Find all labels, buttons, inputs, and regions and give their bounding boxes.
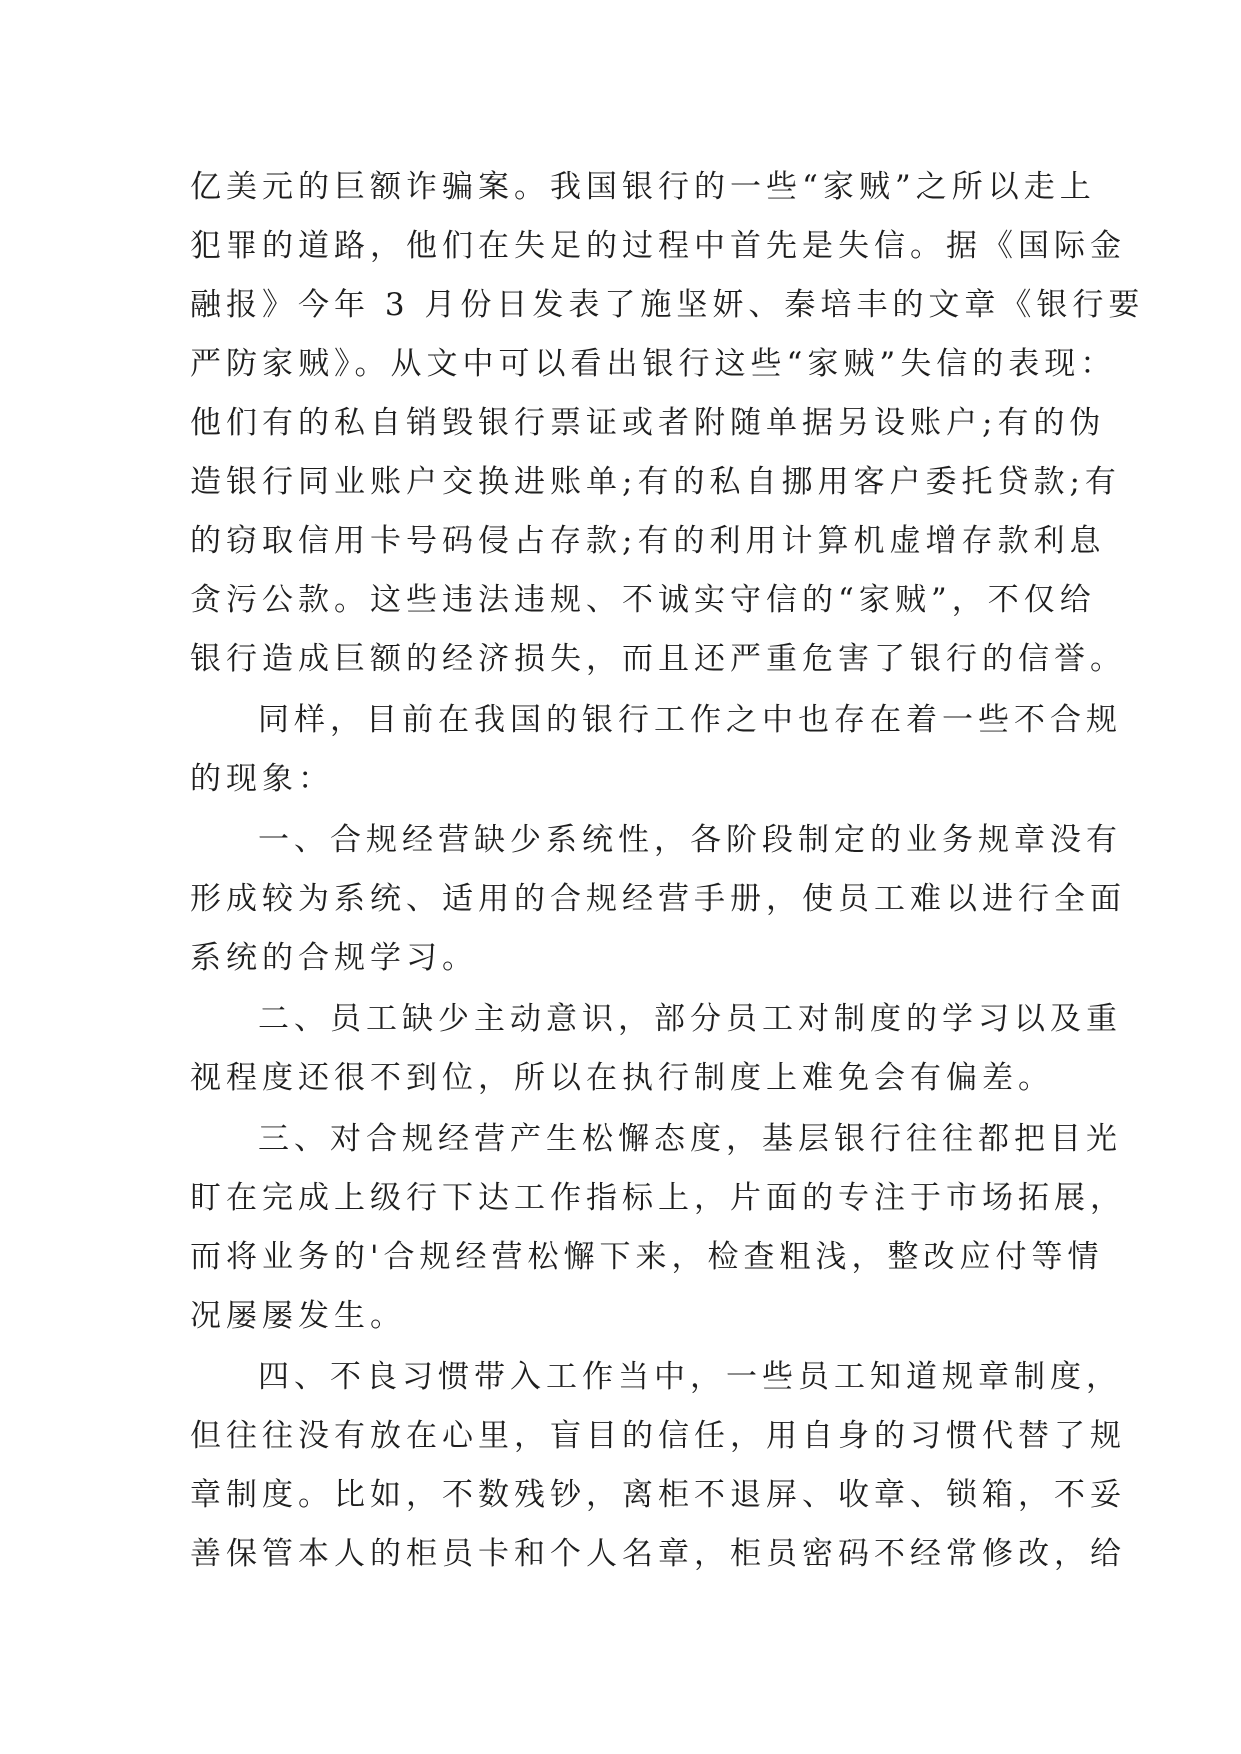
text-line: 一、合规经营缺少系统性，各阶段制定的业务规章没有 xyxy=(258,822,1122,858)
text-line: 造银行同业账户交换进账单;有的私自挪用客户委托贷款;有 xyxy=(190,464,1121,500)
text-line: 亿美元的巨额诈骗案。我国银行的一些“家贼”之所以走上 xyxy=(190,169,1096,205)
text-line: 贪污公款。这些违法违规、不诚实守信的“家贼”，不仅给 xyxy=(190,582,1096,618)
text-line: 的现象： xyxy=(190,761,334,797)
text-line: 的窃取信用卡号码侵占存款;有的利用计算机虚增存款利息 xyxy=(190,523,1106,559)
text-line: 而将业务的'合规经营松懈下来，检查粗浅，整改应付等情 xyxy=(190,1239,1104,1275)
text-line: 犯罪的道路，他们在失足的过程中首先是失信。据《国际金 xyxy=(190,228,1126,264)
text-line: 四、不良习惯带入工作当中，一些员工知道规章制度， xyxy=(258,1359,1122,1395)
text-line: 银行造成巨额的经济损失，而且还严重危害了银行的信誉。 xyxy=(190,641,1126,677)
paragraph-6 xyxy=(190,1348,1126,1584)
text-line: 融报》今年 3 月份日发表了施坚妍、秦培丰的文章《银行要 xyxy=(190,287,1145,323)
text-line: 但往往没有放在心里，盲目的信任，用自身的习惯代替了规 xyxy=(190,1418,1126,1454)
text-line: 三、对合规经营产生松懈态度，基层银行往往都把目光 xyxy=(258,1121,1122,1157)
paragraph-2 xyxy=(190,691,1122,809)
text-line: 况屡屡发生。 xyxy=(190,1298,406,1334)
text-line: 盯在完成上级行下达工作指标上，片面的专注于市场拓展， xyxy=(190,1180,1126,1216)
text-line: 严防家贼》。从文中可以看出银行这些“家贼”失信的表现： xyxy=(190,346,1117,382)
text-line: 同样，目前在我国的银行工作之中也存在着一些不合规 xyxy=(258,702,1122,738)
text-line: 形成较为系统、适用的合规经营手册，使员工难以进行全面 xyxy=(190,881,1126,917)
text-line: 善保管本人的柜员卡和个人名章，柜员密码不经常修改，给 xyxy=(190,1536,1126,1572)
paragraph-3 xyxy=(190,811,1126,988)
document-body xyxy=(190,158,1145,1584)
paragraph-1 xyxy=(190,158,1145,689)
text-line: 系统的合规学习。 xyxy=(190,940,478,976)
text-line: 二、员工缺少主动意识，部分员工对制度的学习以及重 xyxy=(258,1001,1122,1037)
paragraph-5 xyxy=(190,1110,1126,1346)
paragraph-4 xyxy=(190,990,1122,1108)
text-line: 视程度还很不到位，所以在执行制度上难免会有偏差。 xyxy=(190,1060,1054,1096)
text-line: 他们有的私自销毁银行票证或者附随单据另设账户;有的伪 xyxy=(190,405,1106,441)
text-line: 章制度。比如，不数残钞，离柜不退屏、收章、锁箱，不妥 xyxy=(190,1477,1126,1513)
